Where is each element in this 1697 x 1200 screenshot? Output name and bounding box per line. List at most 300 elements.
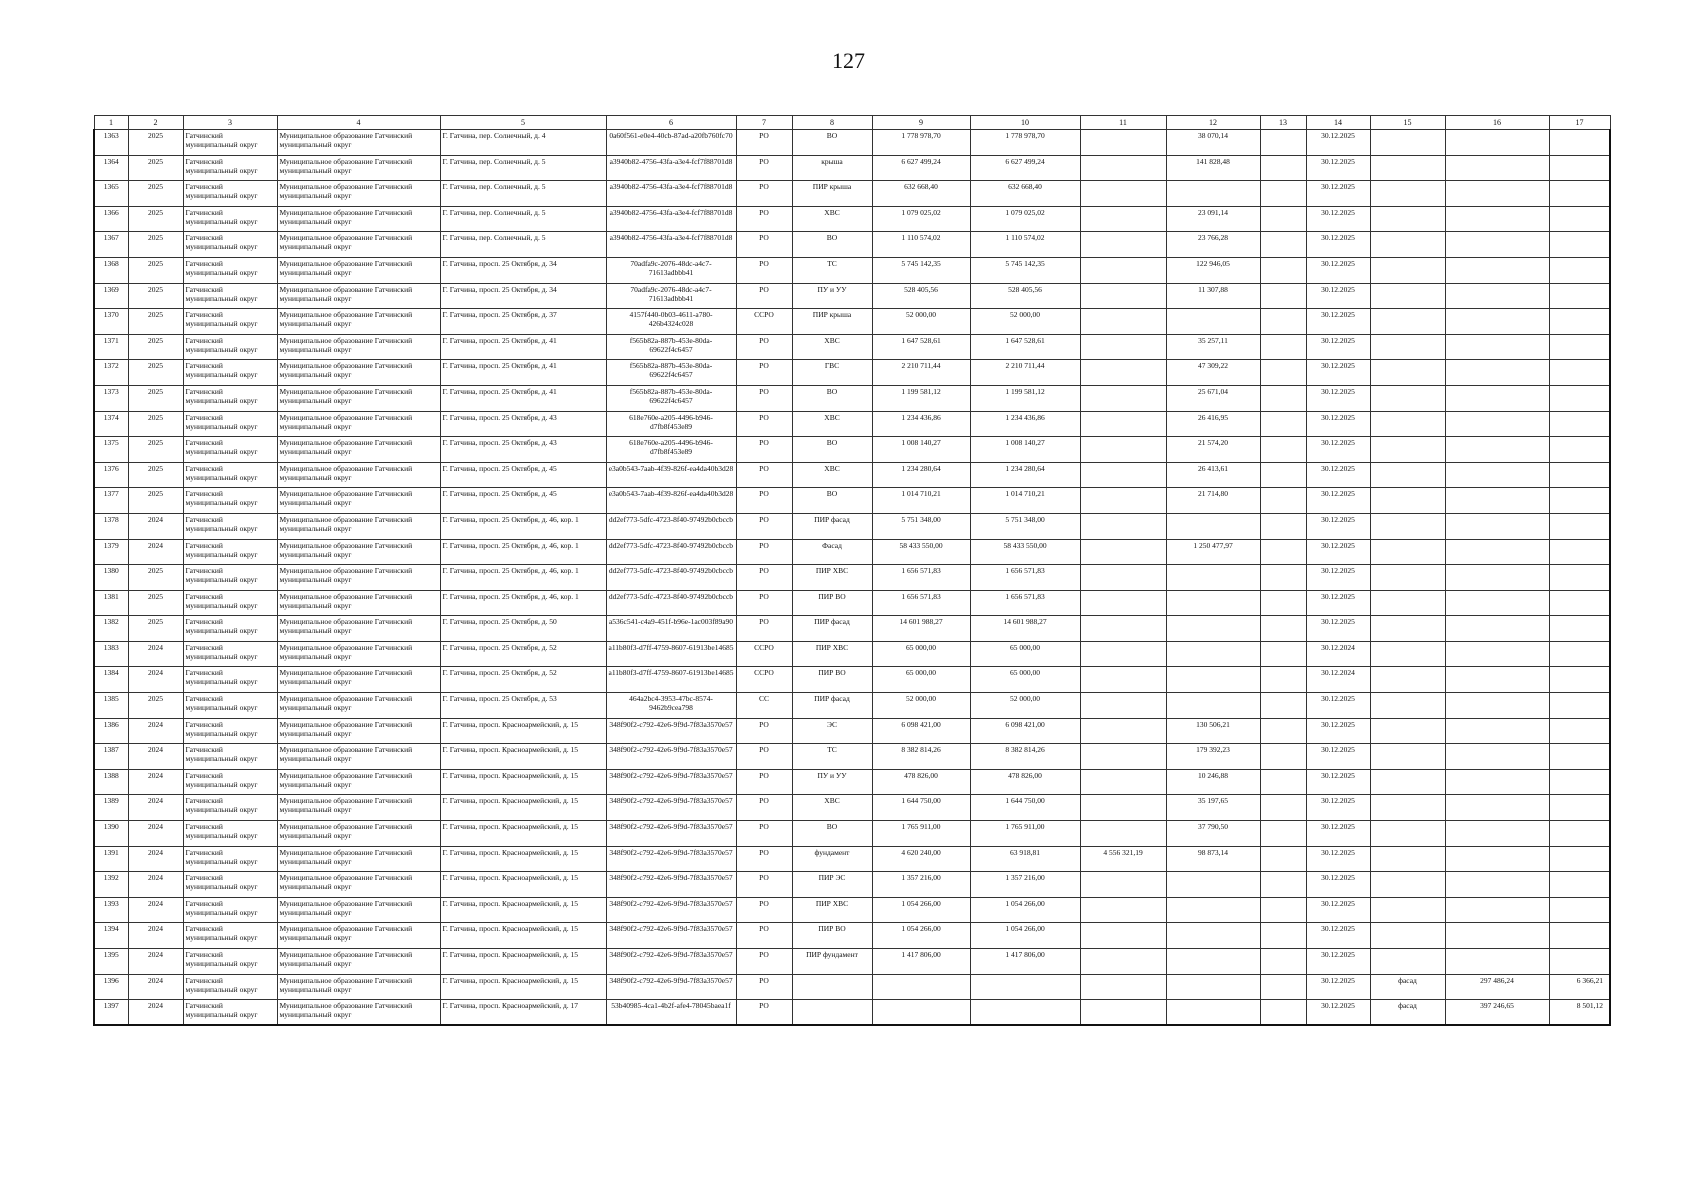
- house-id-cell: e3a0b543-7aab-4f39-826f-ea4da40b3d28: [606, 462, 736, 488]
- fee-cell: 179 392,23: [1166, 744, 1260, 770]
- work-type-cell: ХВС: [792, 411, 872, 437]
- balance-cell: [1080, 693, 1166, 719]
- row-number-cell: 1385: [94, 693, 128, 719]
- cost-cell: 1 199 581,12: [872, 385, 970, 411]
- extra-work-cell: фасад: [1370, 1000, 1445, 1026]
- table-row: [94, 130, 1610, 156]
- address-cell: Г. Гатчина, просп. 25 Октября, д. 43: [440, 437, 606, 463]
- amount-cell: 52 000,00: [970, 693, 1080, 719]
- extra-fee-cell: [1549, 181, 1610, 207]
- amount-cell: 1 008 140,27: [970, 437, 1080, 463]
- extra-fee-cell: [1549, 155, 1610, 181]
- table-row: [94, 872, 1610, 898]
- col13-cell: [1260, 513, 1306, 539]
- district-cell: Гатчинский муниципальный округ: [183, 155, 277, 181]
- extra-cost-cell: 397 246,65: [1445, 1000, 1549, 1026]
- type-cell: РО: [736, 437, 792, 463]
- municipality-cell: Муниципальное образование Гатчинский муниципальный округ: [277, 795, 440, 821]
- extra-fee-cell: [1549, 385, 1610, 411]
- work-type-cell: [792, 1000, 872, 1026]
- extra-work-cell: [1370, 565, 1445, 591]
- address-cell: Г. Гатчина, просп. Красноармейский, д. 17: [440, 1000, 606, 1026]
- fee-cell: 35 197,65: [1166, 795, 1260, 821]
- date-cell: 30.12.2025: [1306, 974, 1370, 1000]
- balance-cell: [1080, 130, 1166, 156]
- balance-cell: [1080, 974, 1166, 1000]
- type-cell: РО: [736, 846, 792, 872]
- fee-cell: 98 873,14: [1166, 846, 1260, 872]
- extra-work-cell: [1370, 616, 1445, 642]
- cost-cell: 8 382 814,26: [872, 744, 970, 770]
- year-cell: 2025: [128, 206, 183, 232]
- fee-cell: 130 506,21: [1166, 718, 1260, 744]
- house-id-cell: dd2ef773-5dfc-4723-8f40-97492b0cbccb: [606, 513, 736, 539]
- work-type-cell: ПИР ЭС: [792, 872, 872, 898]
- balance-cell: [1080, 257, 1166, 283]
- cost-cell: 5 745 142,35: [872, 257, 970, 283]
- fee-cell: [1166, 923, 1260, 949]
- work-type-cell: ПИР фундамент: [792, 949, 872, 975]
- amount-cell: 1 014 710,21: [970, 488, 1080, 514]
- cost-cell: 1 357 216,00: [872, 872, 970, 898]
- cost-cell: [872, 974, 970, 1000]
- extra-fee-cell: [1549, 897, 1610, 923]
- extra-fee-cell: [1549, 667, 1610, 693]
- extra-fee-cell: [1549, 872, 1610, 898]
- year-cell: 2024: [128, 949, 183, 975]
- col13-cell: [1260, 488, 1306, 514]
- address-cell: Г. Гатчина, просп. 25 Октября, д. 41: [440, 334, 606, 360]
- district-cell: Гатчинский муниципальный округ: [183, 795, 277, 821]
- district-cell: Гатчинский муниципальный округ: [183, 257, 277, 283]
- amount-cell: 58 433 550,00: [970, 539, 1080, 565]
- cost-cell: 1 778 978,70: [872, 130, 970, 156]
- municipality-cell: Муниципальное образование Гатчинский муниципальный округ: [277, 667, 440, 693]
- col13-cell: [1260, 462, 1306, 488]
- extra-cost-cell: [1445, 360, 1549, 386]
- address-cell: Г. Гатчина, просп. Красноармейский, д. 15: [440, 769, 606, 795]
- work-type-cell: ВО: [792, 488, 872, 514]
- cost-cell: 4 620 240,00: [872, 846, 970, 872]
- extra-fee-cell: [1549, 539, 1610, 565]
- balance-cell: [1080, 565, 1166, 591]
- date-cell: 30.12.2025: [1306, 616, 1370, 642]
- municipality-cell: Муниципальное образование Гатчинский муниципальный округ: [277, 923, 440, 949]
- extra-cost-cell: [1445, 897, 1549, 923]
- municipality-cell: Муниципальное образование Гатчинский муниципальный округ: [277, 257, 440, 283]
- cost-cell: 6 098 421,00: [872, 718, 970, 744]
- fee-cell: [1166, 641, 1260, 667]
- year-cell: 2024: [128, 1000, 183, 1026]
- address-cell: Г. Гатчина, просп. 25 Октября, д. 45: [440, 462, 606, 488]
- year-cell: 2024: [128, 769, 183, 795]
- table-row: [94, 795, 1610, 821]
- work-type-cell: ПИР ХВС: [792, 641, 872, 667]
- year-cell: 2024: [128, 718, 183, 744]
- extra-fee-cell: [1549, 334, 1610, 360]
- date-cell: 30.12.2025: [1306, 693, 1370, 719]
- col13-cell: [1260, 257, 1306, 283]
- district-cell: Гатчинский муниципальный округ: [183, 539, 277, 565]
- amount-cell: 1 234 436,86: [970, 411, 1080, 437]
- column-header: 14: [1306, 116, 1370, 130]
- extra-work-cell: [1370, 309, 1445, 335]
- cost-cell: 632 668,40: [872, 181, 970, 207]
- year-cell: 2025: [128, 257, 183, 283]
- district-cell: Гатчинский муниципальный округ: [183, 1000, 277, 1026]
- year-cell: 2025: [128, 232, 183, 258]
- extra-cost-cell: [1445, 334, 1549, 360]
- table-row: [94, 667, 1610, 693]
- extra-work-cell: [1370, 437, 1445, 463]
- type-cell: РО: [736, 181, 792, 207]
- type-cell: РО: [736, 821, 792, 847]
- balance-cell: [1080, 1000, 1166, 1026]
- extra-work-cell: [1370, 641, 1445, 667]
- table-row: [94, 283, 1610, 309]
- work-type-cell: [792, 974, 872, 1000]
- work-type-cell: ХВС: [792, 795, 872, 821]
- cost-cell: 2 210 711,44: [872, 360, 970, 386]
- extra-cost-cell: [1445, 821, 1549, 847]
- fee-cell: [1166, 1000, 1260, 1026]
- extra-fee-cell: [1549, 513, 1610, 539]
- date-cell: 30.12.2025: [1306, 411, 1370, 437]
- work-type-cell: Фасад: [792, 539, 872, 565]
- district-cell: Гатчинский муниципальный округ: [183, 488, 277, 514]
- cost-cell: 1 008 140,27: [872, 437, 970, 463]
- cost-cell: 1 647 528,61: [872, 334, 970, 360]
- district-cell: Гатчинский муниципальный округ: [183, 385, 277, 411]
- type-cell: РО: [736, 360, 792, 386]
- extra-cost-cell: [1445, 283, 1549, 309]
- cost-cell: 478 826,00: [872, 769, 970, 795]
- balance-cell: [1080, 462, 1166, 488]
- municipality-cell: Муниципальное образование Гатчинский муниципальный округ: [277, 872, 440, 898]
- balance-cell: [1080, 641, 1166, 667]
- row-number-cell: 1364: [94, 155, 128, 181]
- cost-cell: 1 110 574,02: [872, 232, 970, 258]
- balance-cell: [1080, 949, 1166, 975]
- extra-fee-cell: [1549, 718, 1610, 744]
- fee-cell: [1166, 974, 1260, 1000]
- row-number-cell: 1368: [94, 257, 128, 283]
- year-cell: 2025: [128, 693, 183, 719]
- address-cell: Г. Гатчина, просп. 25 Октября, д. 34: [440, 257, 606, 283]
- municipality-cell: Муниципальное образование Гатчинский муниципальный округ: [277, 641, 440, 667]
- extra-cost-cell: [1445, 411, 1549, 437]
- table-row: [94, 1000, 1610, 1026]
- extra-fee-cell: [1549, 130, 1610, 156]
- table-row: [94, 846, 1610, 872]
- house-id-cell: 618e760e-a205-4496-b946-d7fb8f453e89: [606, 411, 736, 437]
- amount-cell: 478 826,00: [970, 769, 1080, 795]
- year-cell: 2025: [128, 462, 183, 488]
- amount-cell: 1 079 025,02: [970, 206, 1080, 232]
- district-cell: Гатчинский муниципальный округ: [183, 718, 277, 744]
- column-header: 9: [872, 116, 970, 130]
- fee-cell: 122 946,05: [1166, 257, 1260, 283]
- extra-cost-cell: [1445, 309, 1549, 335]
- cost-cell: 1 765 911,00: [872, 821, 970, 847]
- extra-work-cell: [1370, 872, 1445, 898]
- work-type-cell: ХВС: [792, 462, 872, 488]
- date-cell: 30.12.2025: [1306, 795, 1370, 821]
- extra-cost-cell: [1445, 872, 1549, 898]
- work-type-cell: ПИР крыша: [792, 181, 872, 207]
- year-cell: 2025: [128, 309, 183, 335]
- amount-cell: 1 199 581,12: [970, 385, 1080, 411]
- col13-cell: [1260, 718, 1306, 744]
- row-number-cell: 1366: [94, 206, 128, 232]
- row-number-cell: 1365: [94, 181, 128, 207]
- address-cell: Г. Гатчина, просп. 25 Октября, д. 50: [440, 616, 606, 642]
- row-number-cell: 1388: [94, 769, 128, 795]
- house-id-cell: 348f90f2-c792-42e6-9f9d-7f83a3570e57: [606, 744, 736, 770]
- district-cell: Гатчинский муниципальный округ: [183, 590, 277, 616]
- district-cell: Гатчинский муниципальный округ: [183, 641, 277, 667]
- table-row: [94, 897, 1610, 923]
- table-row: [94, 565, 1610, 591]
- work-type-cell: ХВС: [792, 334, 872, 360]
- amount-cell: 528 405,56: [970, 283, 1080, 309]
- house-id-cell: a3940b82-4756-43fa-a3e4-fcf7f88701d8: [606, 206, 736, 232]
- fee-cell: 1 250 477,97: [1166, 539, 1260, 565]
- year-cell: 2024: [128, 795, 183, 821]
- table-row: [94, 360, 1610, 386]
- balance-cell: [1080, 821, 1166, 847]
- amount-cell: 1 765 911,00: [970, 821, 1080, 847]
- row-number-cell: 1378: [94, 513, 128, 539]
- house-id-cell: a11b80f3-d7ff-4759-8607-61913be14685: [606, 641, 736, 667]
- balance-cell: [1080, 181, 1166, 207]
- date-cell: 30.12.2024: [1306, 641, 1370, 667]
- year-cell: 2024: [128, 974, 183, 1000]
- fee-cell: 26 413,61: [1166, 462, 1260, 488]
- district-cell: Гатчинский муниципальный округ: [183, 693, 277, 719]
- column-header: 16: [1445, 116, 1549, 130]
- col13-cell: [1260, 155, 1306, 181]
- row-number-cell: 1367: [94, 232, 128, 258]
- district-cell: Гатчинский муниципальный округ: [183, 283, 277, 309]
- extra-fee-cell: [1549, 206, 1610, 232]
- municipality-cell: Муниципальное образование Гатчинский муниципальный округ: [277, 334, 440, 360]
- municipality-cell: Муниципальное образование Гатчинский муниципальный округ: [277, 974, 440, 1000]
- district-cell: Гатчинский муниципальный округ: [183, 667, 277, 693]
- column-header: 3: [183, 116, 277, 130]
- municipality-cell: Муниципальное образование Гатчинский муниципальный округ: [277, 437, 440, 463]
- type-cell: РО: [736, 897, 792, 923]
- house-id-cell: a3940b82-4756-43fa-a3e4-fcf7f88701d8: [606, 181, 736, 207]
- municipality-cell: Муниципальное образование Гатчинский муниципальный округ: [277, 411, 440, 437]
- balance-cell: [1080, 795, 1166, 821]
- extra-cost-cell: [1445, 257, 1549, 283]
- house-id-cell: dd2ef773-5dfc-4723-8f40-97492b0cbccb: [606, 539, 736, 565]
- col13-cell: [1260, 795, 1306, 821]
- col13-cell: [1260, 283, 1306, 309]
- fee-cell: 11 307,88: [1166, 283, 1260, 309]
- type-cell: РО: [736, 334, 792, 360]
- fee-cell: 21 574,20: [1166, 437, 1260, 463]
- date-cell: 30.12.2024: [1306, 667, 1370, 693]
- year-cell: 2025: [128, 155, 183, 181]
- table-row: [94, 590, 1610, 616]
- extra-fee-cell: [1549, 411, 1610, 437]
- table-row: [94, 309, 1610, 335]
- table-row: [94, 949, 1610, 975]
- house-id-cell: 0a60f561-e0e4-40cb-87ad-a20fb760fc70: [606, 130, 736, 156]
- column-header: 5: [440, 116, 606, 130]
- date-cell: 30.12.2025: [1306, 590, 1370, 616]
- type-cell: ССРО: [736, 309, 792, 335]
- table-row: [94, 488, 1610, 514]
- row-number-cell: 1382: [94, 616, 128, 642]
- date-cell: 30.12.2025: [1306, 846, 1370, 872]
- house-id-cell: 348f90f2-c792-42e6-9f9d-7f83a3570e57: [606, 795, 736, 821]
- row-number-cell: 1374: [94, 411, 128, 437]
- table-row: [94, 821, 1610, 847]
- col13-cell: [1260, 565, 1306, 591]
- extra-cost-cell: [1445, 206, 1549, 232]
- column-header: 7: [736, 116, 792, 130]
- address-cell: Г. Гатчина, пер. Солнечный, д. 5: [440, 155, 606, 181]
- amount-cell: [970, 974, 1080, 1000]
- cost-cell: 6 627 499,24: [872, 155, 970, 181]
- type-cell: ССРО: [736, 641, 792, 667]
- year-cell: 2024: [128, 641, 183, 667]
- work-type-cell: ТС: [792, 744, 872, 770]
- column-header: 11: [1080, 116, 1166, 130]
- amount-cell: 1 234 280,64: [970, 462, 1080, 488]
- col13-cell: [1260, 232, 1306, 258]
- fee-cell: 26 416,95: [1166, 411, 1260, 437]
- year-cell: 2025: [128, 488, 183, 514]
- date-cell: 30.12.2025: [1306, 309, 1370, 335]
- date-cell: 30.12.2025: [1306, 872, 1370, 898]
- district-cell: Гатчинский муниципальный округ: [183, 232, 277, 258]
- year-cell: 2024: [128, 667, 183, 693]
- col13-cell: [1260, 590, 1306, 616]
- address-cell: Г. Гатчина, пер. Солнечный, д. 5: [440, 181, 606, 207]
- date-cell: 30.12.2025: [1306, 769, 1370, 795]
- year-cell: 2024: [128, 846, 183, 872]
- house-id-cell: a3940b82-4756-43fa-a3e4-fcf7f88701d8: [606, 155, 736, 181]
- municipality-cell: Муниципальное образование Гатчинский муниципальный округ: [277, 206, 440, 232]
- house-id-cell: e3a0b543-7aab-4f39-826f-ea4da40b3d28: [606, 488, 736, 514]
- table-row: [94, 462, 1610, 488]
- house-id-cell: 464a2bc4-3953-47bc-8574-9462b9cea798: [606, 693, 736, 719]
- extra-work-cell: [1370, 667, 1445, 693]
- column-header: 6: [606, 116, 736, 130]
- col13-cell: [1260, 897, 1306, 923]
- municipality-cell: Муниципальное образование Гатчинский муниципальный округ: [277, 718, 440, 744]
- year-cell: 2025: [128, 437, 183, 463]
- amount-cell: [970, 1000, 1080, 1026]
- amount-cell: 1 054 266,00: [970, 923, 1080, 949]
- work-type-cell: ЭС: [792, 718, 872, 744]
- work-type-cell: ВО: [792, 385, 872, 411]
- address-cell: Г. Гатчина, просп. 25 Октября, д. 34: [440, 283, 606, 309]
- district-cell: Гатчинский муниципальный округ: [183, 897, 277, 923]
- table-row: [94, 641, 1610, 667]
- type-cell: РО: [736, 590, 792, 616]
- municipality-cell: Муниципальное образование Гатчинский муниципальный округ: [277, 539, 440, 565]
- extra-work-cell: [1370, 769, 1445, 795]
- date-cell: 30.12.2025: [1306, 155, 1370, 181]
- table-row: [94, 974, 1610, 1000]
- type-cell: РО: [736, 769, 792, 795]
- district-cell: Гатчинский муниципальный округ: [183, 974, 277, 1000]
- col13-cell: [1260, 539, 1306, 565]
- date-cell: 30.12.2025: [1306, 565, 1370, 591]
- date-cell: 30.12.2025: [1306, 385, 1370, 411]
- municipality-cell: Муниципальное образование Гатчинский муниципальный округ: [277, 821, 440, 847]
- extra-fee-cell: [1549, 488, 1610, 514]
- row-number-cell: 1384: [94, 667, 128, 693]
- balance-cell: [1080, 923, 1166, 949]
- address-cell: Г. Гатчина, просп. 25 Октября, д. 45: [440, 488, 606, 514]
- year-cell: 2025: [128, 360, 183, 386]
- row-number-cell: 1390: [94, 821, 128, 847]
- type-cell: РО: [736, 130, 792, 156]
- cost-cell: 1 054 266,00: [872, 923, 970, 949]
- row-number-cell: 1381: [94, 590, 128, 616]
- municipality-cell: Муниципальное образование Гатчинский муниципальный округ: [277, 949, 440, 975]
- work-type-cell: ПИР фасад: [792, 693, 872, 719]
- table-row: [94, 693, 1610, 719]
- row-number-cell: 1392: [94, 872, 128, 898]
- column-header: 8: [792, 116, 872, 130]
- col13-cell: [1260, 130, 1306, 156]
- district-cell: Гатчинский муниципальный округ: [183, 130, 277, 156]
- balance-cell: 4 556 321,19: [1080, 846, 1166, 872]
- balance-cell: [1080, 718, 1166, 744]
- type-cell: РО: [736, 155, 792, 181]
- district-cell: Гатчинский муниципальный округ: [183, 437, 277, 463]
- table-body: [94, 130, 1610, 1026]
- table-row: [94, 181, 1610, 207]
- cost-cell: 1 079 025,02: [872, 206, 970, 232]
- date-cell: 30.12.2025: [1306, 334, 1370, 360]
- municipality-cell: Муниципальное образование Гатчинский муниципальный округ: [277, 897, 440, 923]
- table-row: [94, 206, 1610, 232]
- fee-cell: [1166, 513, 1260, 539]
- house-id-cell: f565b82a-887b-453e-80da-69622f4c6457: [606, 360, 736, 386]
- type-cell: РО: [736, 411, 792, 437]
- row-number-cell: 1373: [94, 385, 128, 411]
- extra-cost-cell: [1445, 616, 1549, 642]
- extra-work-cell: фасад: [1370, 974, 1445, 1000]
- row-number-cell: 1383: [94, 641, 128, 667]
- cost-cell: 5 751 348,00: [872, 513, 970, 539]
- extra-work-cell: [1370, 257, 1445, 283]
- municipality-cell: Муниципальное образование Гатчинский муниципальный округ: [277, 130, 440, 156]
- row-number-cell: 1394: [94, 923, 128, 949]
- cost-cell: 1 234 436,86: [872, 411, 970, 437]
- extra-cost-cell: [1445, 488, 1549, 514]
- district-cell: Гатчинский муниципальный округ: [183, 181, 277, 207]
- balance-cell: [1080, 616, 1166, 642]
- type-cell: РО: [736, 744, 792, 770]
- table-row: [94, 232, 1610, 258]
- extra-cost-cell: 297 486,24: [1445, 974, 1549, 1000]
- house-id-cell: a3940b82-4756-43fa-a3e4-fcf7f88701d8: [606, 232, 736, 258]
- address-cell: Г. Гатчина, пер. Солнечный, д. 5: [440, 232, 606, 258]
- row-number-cell: 1393: [94, 897, 128, 923]
- balance-cell: [1080, 232, 1166, 258]
- work-type-cell: ПИР ХВС: [792, 565, 872, 591]
- amount-cell: 632 668,40: [970, 181, 1080, 207]
